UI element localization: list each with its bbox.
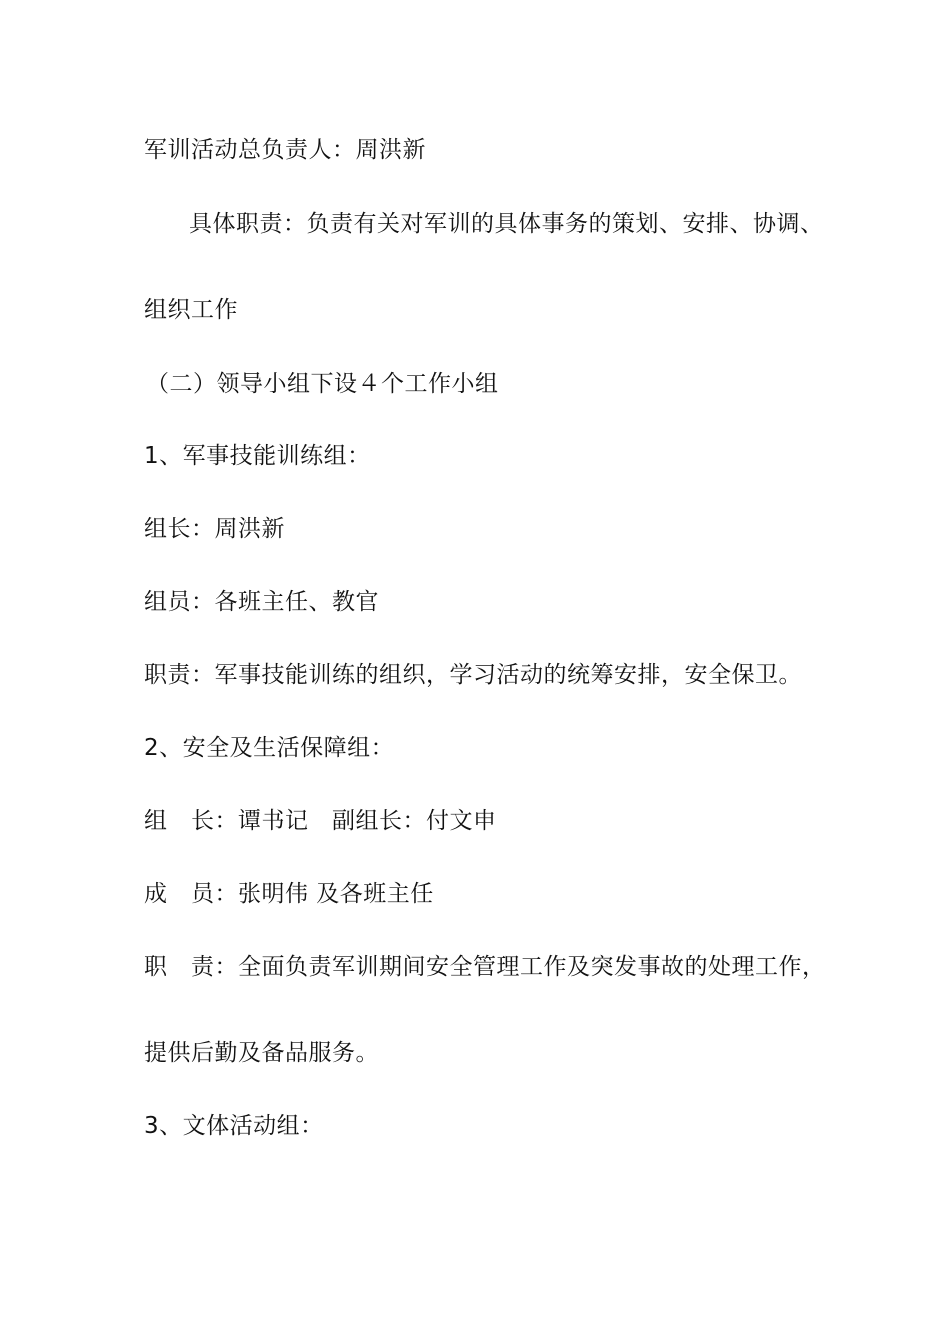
section-heading: （二）领导小组下设４个工作小组 [146,371,499,397]
duties-line: 具体职责：负责有关对军训的具体事务的策划、安排、协调、 [189,211,824,237]
group-2-duties: 职 责：全面负责军训期间安全管理工作及突发事故的处理工作， [144,954,826,980]
group-2-heading: 2、安全及生活保障组： [144,735,395,761]
group-2-members: 成 员：张明伟 及各班主任 [144,881,434,907]
group-1-leader: 组长：周洪新 [144,516,285,542]
group-2-leaders: 组 长：谭书记 副组长：付文申 [144,808,497,834]
chief-in-charge-line: 军训活动总负责人：周洪新 [144,137,426,163]
group-1-heading: 1、军事技能训练组： [144,443,371,469]
group-1-duties: 职责：军事技能训练的组织，学习活动的统筹安排，安全保卫。 [144,662,802,688]
duties-continuation-line: 组织工作 [144,297,238,323]
group-3-heading: 3、文体活动组： [144,1113,324,1139]
group-2-duties-continuation: 提供后勤及备品服务。 [144,1040,379,1066]
group-1-members: 组员：各班主任、教官 [144,589,379,615]
